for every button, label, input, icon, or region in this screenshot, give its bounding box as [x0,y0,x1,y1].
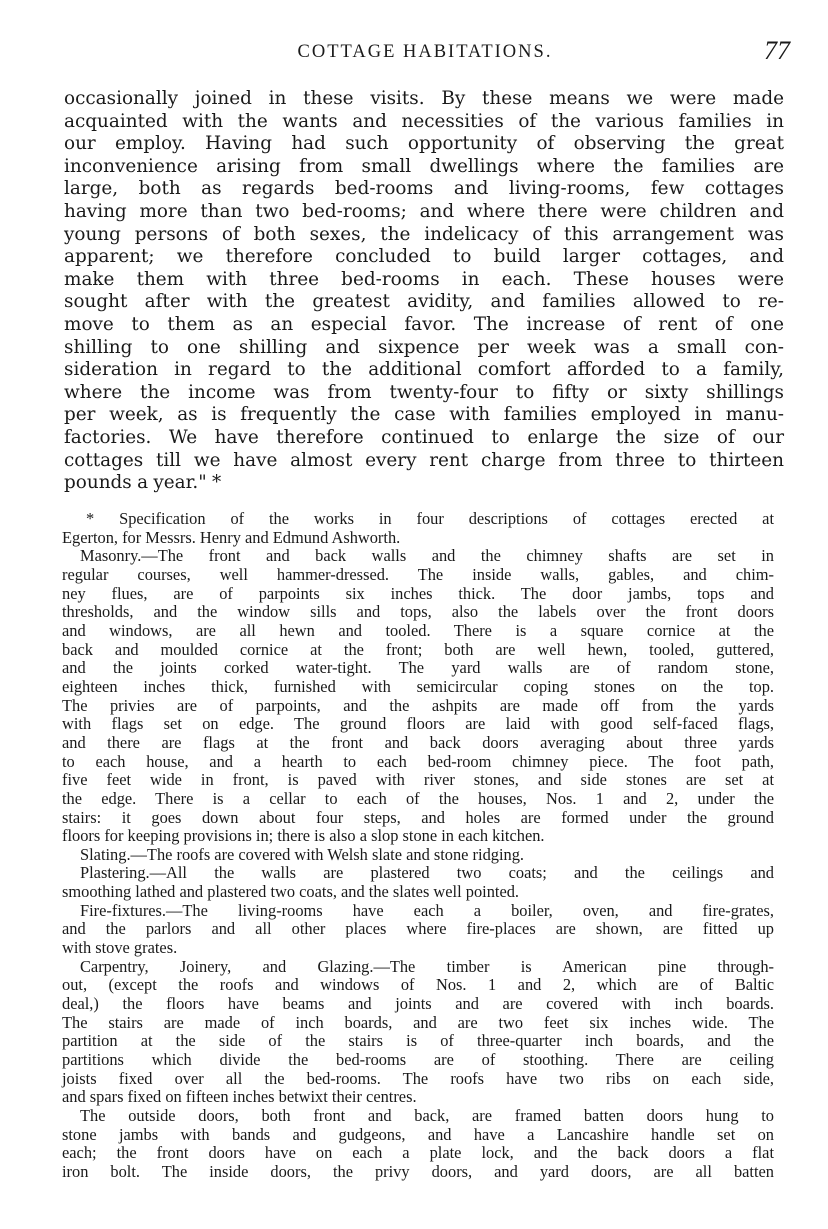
running-title: COTTAGE HABITATIONS. [297,42,553,62]
body-line: occasionally joined in these visits. By these means we were made [64,88,784,109]
body-line: pounds a year." * [64,472,222,494]
footnote-line: deal,) the floors have beams and joints and are covered with inch boards. [62,994,774,1014]
footnote-line: and spars fixed on fifteen inches betwixt their centres. [62,1087,417,1107]
footnote-line: Fire-fixtures.—The living-rooms have each a boiler, oven, and fire-grates, [80,900,774,920]
body-line: shilling to one shilling and sixpence per week was a small con- [64,336,784,358]
body-line: cottages till we have almost every rent charge from three to thirteen [64,449,784,471]
footnote-line: stone jambs with bands and gudgeons, and have a Lancashire handle set on [62,1124,774,1144]
body-line: young persons of both sexes, the indelicacy of this arrangement was [64,223,784,245]
footnote-line: iron bolt. The inside doors, the privy doors, and yard doors, are all batten [62,1161,774,1181]
footnote-line: Plastering.—All the walls are plastered two coats; and the ceilings and [80,863,774,883]
footnote-line: out, (except the roofs and windows of Nos. 1 and 2, which are of Baltic [62,975,774,995]
footnote-line: thresholds, and the window sills and tops, also the labels over the front doors [62,602,774,622]
footnote-line: each; the front doors have on each a plate lock, and the back doors a flat [62,1143,774,1163]
footnote-line: * Specification of the works in four descriptions of cottages erected at [86,509,774,528]
footnote-line: eighteen inches thick, furnished with semicircular coping stones on the top. [62,676,774,696]
footnote-line: and the parlors and all other places where fire-places are shown, are fitted up [62,919,774,939]
body-line: factories. We have therefore continued to enlarge the size of our [64,426,784,448]
footnote-line: partitions which divide the bed-rooms are of stoothing. There are ceiling [62,1050,774,1070]
body-line: sideration in regard to the additional comfort afforded to a family, [64,359,784,381]
body-line: acquainted with the wants and necessities of the various families in [64,110,784,132]
body-line: move to them as an especial favor. The increase of rent of one [64,313,784,335]
footnote-line: to each house, and a hearth to each bed-room chimney piece. The foot path, [62,751,774,771]
footnote-line: with flags set on edge. The ground floors are laid with good self-faced flags, [62,714,774,734]
footnote-line: stairs: it goes down about four steps, and holes are formed under the ground [62,807,774,827]
footnote-line: Slating.—The roofs are covered with Welsh slate and stone ridging. [80,844,525,864]
body-line: having more than two bed-rooms; and where there were children and [64,200,784,222]
footnote-line: the edge. There is a cellar to each of the houses, Nos. 1 and 2, under the [62,788,774,808]
footnote-line: back and moulded cornice at the front; both are well hewn, tooled, guttered, [62,639,774,659]
footnote-line: joists fixed over all the bed-rooms. The roofs have two ribs on each side, [62,1068,774,1088]
footnote-line: partition at the side of the stairs is of three-quarter inch boards, and the [62,1031,774,1051]
footnote-line: regular courses, well hammer-dressed. The inside walls, gables, and chim- [62,564,774,584]
footnote-line: The outside doors, both front and back, are framed batten doors hung to [80,1106,774,1125]
body-line: make them with three bed-rooms in each. These houses were [64,268,784,290]
body-line: apparent; we therefore concluded to build larger cottages, and [64,246,784,268]
footnote [62,510,774,1182]
footnote-line: Egerton, for Messrs. Henry and Edmund Ashworth. [62,527,401,547]
footnote-line: The stairs are made of inch boards, and are two feet six inches wide. The [62,1012,774,1032]
footnote-line: five feet wide in front, is paved with river stones, and side stones are set at [62,770,774,790]
footnote-line: Carpentry, Joinery, and Glazing.—The timber is American pine through- [80,956,774,976]
body-line: inconvenience arising from small dwellings where the families are [64,155,784,177]
footnote-line: ney flues, are of parpoints six inches thick. The door jambs, tops and [62,583,774,603]
page-number: 77 [764,36,790,65]
footnote-line: smoothing lathed and plastered two coats, and the slates well pointed. [62,882,520,902]
footnote-line: The privies are of parpoints, and the ashpits are made off from the yards [62,695,774,715]
running-head [60,36,790,76]
body-line: our employ. Having had such opportunity of observing the great [64,133,784,155]
body-line: large, both as regards bed-rooms and living-rooms, few cottages [64,178,784,200]
body-line: per week, as is frequently the case with families employed in manu- [64,404,784,426]
body-text [64,88,784,495]
footnote-line: with stove grates. [62,938,178,958]
body-line: sought after with the greatest avidity, and families allowed to re- [64,291,784,313]
body-line: where the income was from twenty-four to fifty or sixty shillings [64,381,784,403]
footnote-line: and there are flags at the front and back doors averaging about three yards [62,732,774,752]
footnote-line: and the joints corked water-tight. The yard walls are of random stone, [62,658,774,678]
footnote-line: floors for keeping provisions in; there is also a slop stone in each kitchen. [62,826,545,846]
footnote-line: Masonry.—The front and back walls and the chimney shafts are set in [80,546,774,566]
footnote-line: and windows, are all hewn and tooled. There is a square cornice at the [62,620,774,640]
